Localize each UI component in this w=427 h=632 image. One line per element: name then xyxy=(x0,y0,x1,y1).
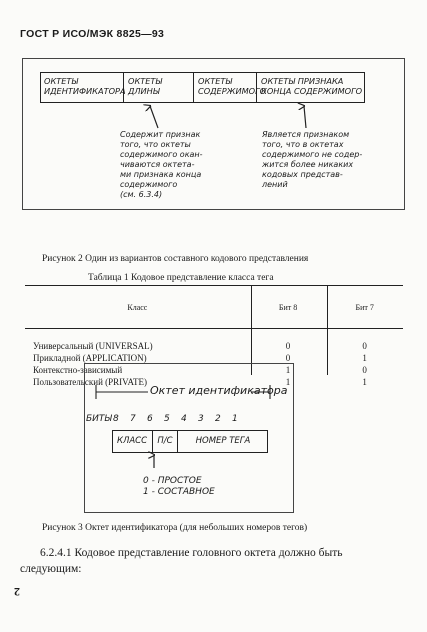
length-octets-box: ОКТЕТЫ ДЛИНЫ xyxy=(124,72,194,103)
note-end-of-contents: Является признаком того, что в октетах содержимого не содер- жится более никаких кодовых представ- лений xyxy=(262,130,363,189)
bit7-value: 0 xyxy=(362,364,367,375)
bit-number: 7 xyxy=(130,414,136,424)
primitive-constructed-field: П/С xyxy=(153,430,178,453)
section-paragraph: 6.2.4.1 Кодовое представление головного октета должно быть xyxy=(40,547,343,559)
identifier-octet-title: Октет идентификатора xyxy=(150,384,288,397)
bit7-value: 0 xyxy=(362,340,367,351)
bit8-value: 0 xyxy=(285,352,291,363)
bit-number: 5 xyxy=(164,414,170,424)
figure-3-caption: Рисунок 3 Октет идентификатора (для небольших номеров тегов) xyxy=(42,523,308,533)
pc-bit-legend: 0 - ПРОСТОЕ 1 - СОСТАВНОЕ xyxy=(143,476,215,497)
bit7-value: 1 xyxy=(362,352,367,363)
column-header-class: Класс xyxy=(25,286,250,329)
bit-number: 8 xyxy=(113,414,119,424)
bit-number: 6 xyxy=(147,414,153,424)
document-header: ГОСТ Р ИСО/МЭК 8825—93 xyxy=(20,28,165,40)
class-name: Прикладной (APPLICATION) xyxy=(33,352,147,363)
bit-number: 1 xyxy=(232,414,238,424)
class-field: КЛАСС xyxy=(112,430,153,453)
bit8-value: 0 xyxy=(285,340,291,351)
table-1-caption: Таблица 1 Кодовое представление класса тега xyxy=(88,273,274,283)
class-name: Универсальный (UNIVERSAL) xyxy=(33,340,153,351)
class-name: Контекстно-зависимый xyxy=(33,364,123,375)
bit-number: 2 xyxy=(215,414,221,424)
section-paragraph-continued: следующим: xyxy=(20,563,82,575)
bit-number: 3 xyxy=(198,414,204,424)
contents-octets-box: ОКТЕТЫ СОДЕРЖИМОГО xyxy=(194,72,257,103)
bit8-value: 1 xyxy=(285,364,291,375)
end-of-contents-box: ОКТЕТЫ ПРИЗНАКА КОНЦА СОДЕРЖИМОГО xyxy=(261,76,363,96)
bit-number: 4 xyxy=(181,414,187,424)
note-length-octets: Содержит признак того, что октеты содержимого окан- чиваются октета- ми признака конца содержимого (см. 6.3.4) xyxy=(120,130,203,199)
class-name: Пользовательский (PRIVATE) xyxy=(33,376,147,387)
identifier-octets-box: ОКТЕТЫ ИДЕНТИФИКАТОРА xyxy=(40,72,124,103)
figure-2-caption: Рисунок 2 Один из вариантов составного кодового представления xyxy=(42,254,309,264)
bits-label: БИТЫ xyxy=(86,414,112,424)
page-number: 2 xyxy=(14,585,20,599)
bit8-value: 1 xyxy=(285,376,291,387)
tag-number-field: НОМЕР ТЕГА xyxy=(195,436,251,446)
bit7-value: 1 xyxy=(362,376,367,387)
column-header-bit7: Бит 7 xyxy=(326,286,403,329)
column-header-bit8: Бит 8 xyxy=(250,286,327,329)
